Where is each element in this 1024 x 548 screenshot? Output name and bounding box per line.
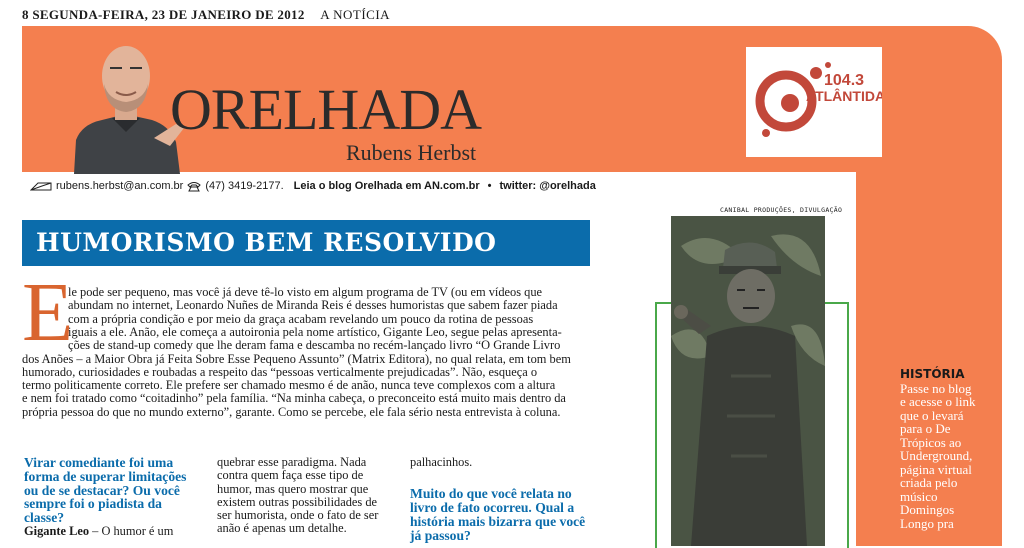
svg-text:104.3: 104.3 [824,72,865,89]
atlantida-radio-logo [746,47,882,157]
column-3-text: palhacinhos. [410,455,473,469]
envelope-icon [30,181,52,192]
historia-sidebar [900,368,980,530]
interview-column-3 [410,456,590,542]
article-intro [68,286,608,352]
body-line: termo politicamente correto. Ele prefere ser chamado mesmo é de anão, nunca teve complexos com a altura [22,378,556,393]
answer-text: – O humor é um [89,523,174,538]
twitter-link[interactable]: twitter: @orelhada [499,180,596,192]
intro-line: le pode ser pequeno, mas você já deve tê-lo visto em algum programa de TV (ou em vídeos que [68,285,543,299]
interview-question-2: Muito do que você relata no livro de fato ocorreu. Qual a história mais bizarra que você já passou? [410,486,586,543]
column-2-text: quebrar esse paradigma. Nada contra quem faça esse tipo de humor, mas quero mostrar que existem outras possibilidades de ser humorista, onde o fato de ser anão é apenas um detalhe. [217,455,379,536]
blog-link[interactable]: Leia o blog Orelhada em AN.com.br [293,180,480,192]
headline-bar [22,220,590,266]
contact-email[interactable]: rubens.herbst@an.com.br [56,180,184,192]
intro-line: ções de stand-up comedy que lhe deram fama e descamba no recém-lançado livro “O Grande Livro [68,338,561,353]
interview-column-1 [24,456,194,538]
contact-phone: (47) 3419-2177. [205,180,284,192]
gigante-leo-photo [671,216,825,546]
sidebar-heading: HISTÓRIA [900,367,965,381]
svg-text:ATLÂNTIDA: ATLÂNTIDA [806,88,882,104]
intro-line: abundam no internet, Leonardo Nuñes de Miranda Reis é desses humoristas que sabem fazer piada [68,298,558,313]
article-headline: HUMORISMO BEM RESOLVIDO [36,228,497,257]
page-date-line: 8 SEGUNDA-FEIRA, 23 DE JANEIRO DE 2012 [22,7,305,22]
columnist-photo [66,28,186,174]
interview-answer [24,525,194,538]
contact-line [30,180,596,192]
interview-question: Virar comediante foi uma forma de superar limitações ou de se destacar? Ou você sempre foi o piadista da classe? [24,455,187,526]
publication-name: A NOTÍCIA [320,7,391,22]
column-author: Rubens Herbst [346,140,477,165]
sidebar-text: Passe no blog e acesse o link que o levará para o De Trópicos ao Underground, página virtual criada pelo músico Domingos Longo pra [900,380,976,531]
body-line: dos Anões – a Maior Obra já Feita Sobre Esse Pequeno Assunto” (Matrix Editora), no qual relata, em tom bem [22,351,571,366]
interview-column-2 [217,456,387,536]
drop-cap: E [22,266,74,359]
photo-credit: CANIBAL PRODUÇÕES, DIVULGAÇÃO [720,206,843,214]
phone-icon [187,181,201,192]
answer-speaker: Gigante Leo [24,523,90,538]
atlantida-logo-icon [746,47,882,157]
body-line: própria pessoa do que no mundo externo”, garante. Como se percebe, ele fala sério nesta entrevista à coluna. [22,404,561,419]
body-line: e nem foi tratado como “coitadinho” pela família. “Na minha cabeça, o preconceito está muito mais dentro da [22,391,566,406]
contact-bullet: • [487,180,492,192]
page-header-line [22,7,390,23]
intro-line: com a própria condição e por meio da graça acabam revelando um pouco da rotina de pessoas [68,311,534,326]
article-body [22,353,622,419]
body-line: humorado, curiosidades e roubadas a respeito das “pessoas verticalmente prejudicadas”. Não, esqueça o [22,364,538,379]
intro-line: iguais a ele. Anão, ele começa a autoironia pela nome artístico, Gigante Leo, segue pelas apresenta- [68,324,562,339]
column-title: ORELHADA [170,77,481,142]
